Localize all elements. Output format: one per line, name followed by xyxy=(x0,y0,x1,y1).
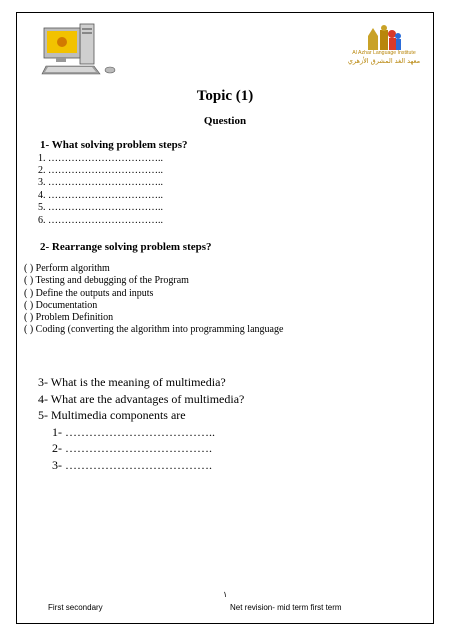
q1-item: 1. …………………………….. xyxy=(38,153,163,164)
q2-item: ( ) Coding (converting the algorithm into programming language xyxy=(24,324,284,335)
q2-item: ( ) Testing and debugging of the Program xyxy=(24,275,189,286)
q1-item: 6. …………………………….. xyxy=(38,215,163,226)
logo-arabic-name: معهد الغد المشرق الأزهري xyxy=(347,57,421,65)
page-number: ۱ xyxy=(223,590,228,599)
q3-text: 3- What is the meaning of multimedia? xyxy=(38,375,226,389)
institute-emblem-icon xyxy=(366,22,402,50)
institute-logo xyxy=(340,22,428,70)
q1-item: 4. …………………………….. xyxy=(38,190,163,201)
q1-title: 1- What solving problem steps? xyxy=(40,139,188,151)
q2-item: ( ) Define the outputs and inputs xyxy=(24,288,154,299)
q2-item: ( ) Perform algorithm xyxy=(24,263,110,274)
footer-left-text: First secondary xyxy=(48,603,103,612)
q4-text: 4- What are the advantages of multimedia? xyxy=(38,392,245,406)
q2-title: 2- Rearrange solving problem steps? xyxy=(40,241,212,253)
computer-clipart-image xyxy=(40,22,122,80)
q1-item: 3. …………………………….. xyxy=(38,177,163,188)
q2-item: ( ) Documentation xyxy=(24,300,98,311)
q5-item: 3- ………………………………. xyxy=(52,458,212,472)
q1-item: 5. …………………………….. xyxy=(38,202,163,213)
section-title: Question xyxy=(203,115,247,127)
topic-title: Topic (1) xyxy=(196,88,254,104)
footer-right-text: Net revision- mid term first term xyxy=(230,603,342,612)
logo-english-name: Al Azhar Language Institute xyxy=(352,50,416,56)
q2-item: ( ) Problem Definition xyxy=(24,312,114,323)
q5-item: 2- ………………………………. xyxy=(52,441,212,455)
q1-item: 2. …………………………….. xyxy=(38,165,163,176)
q5-item: 1- ……………………………….. xyxy=(52,425,215,439)
q5-text: 5- Multimedia components are xyxy=(38,408,186,422)
